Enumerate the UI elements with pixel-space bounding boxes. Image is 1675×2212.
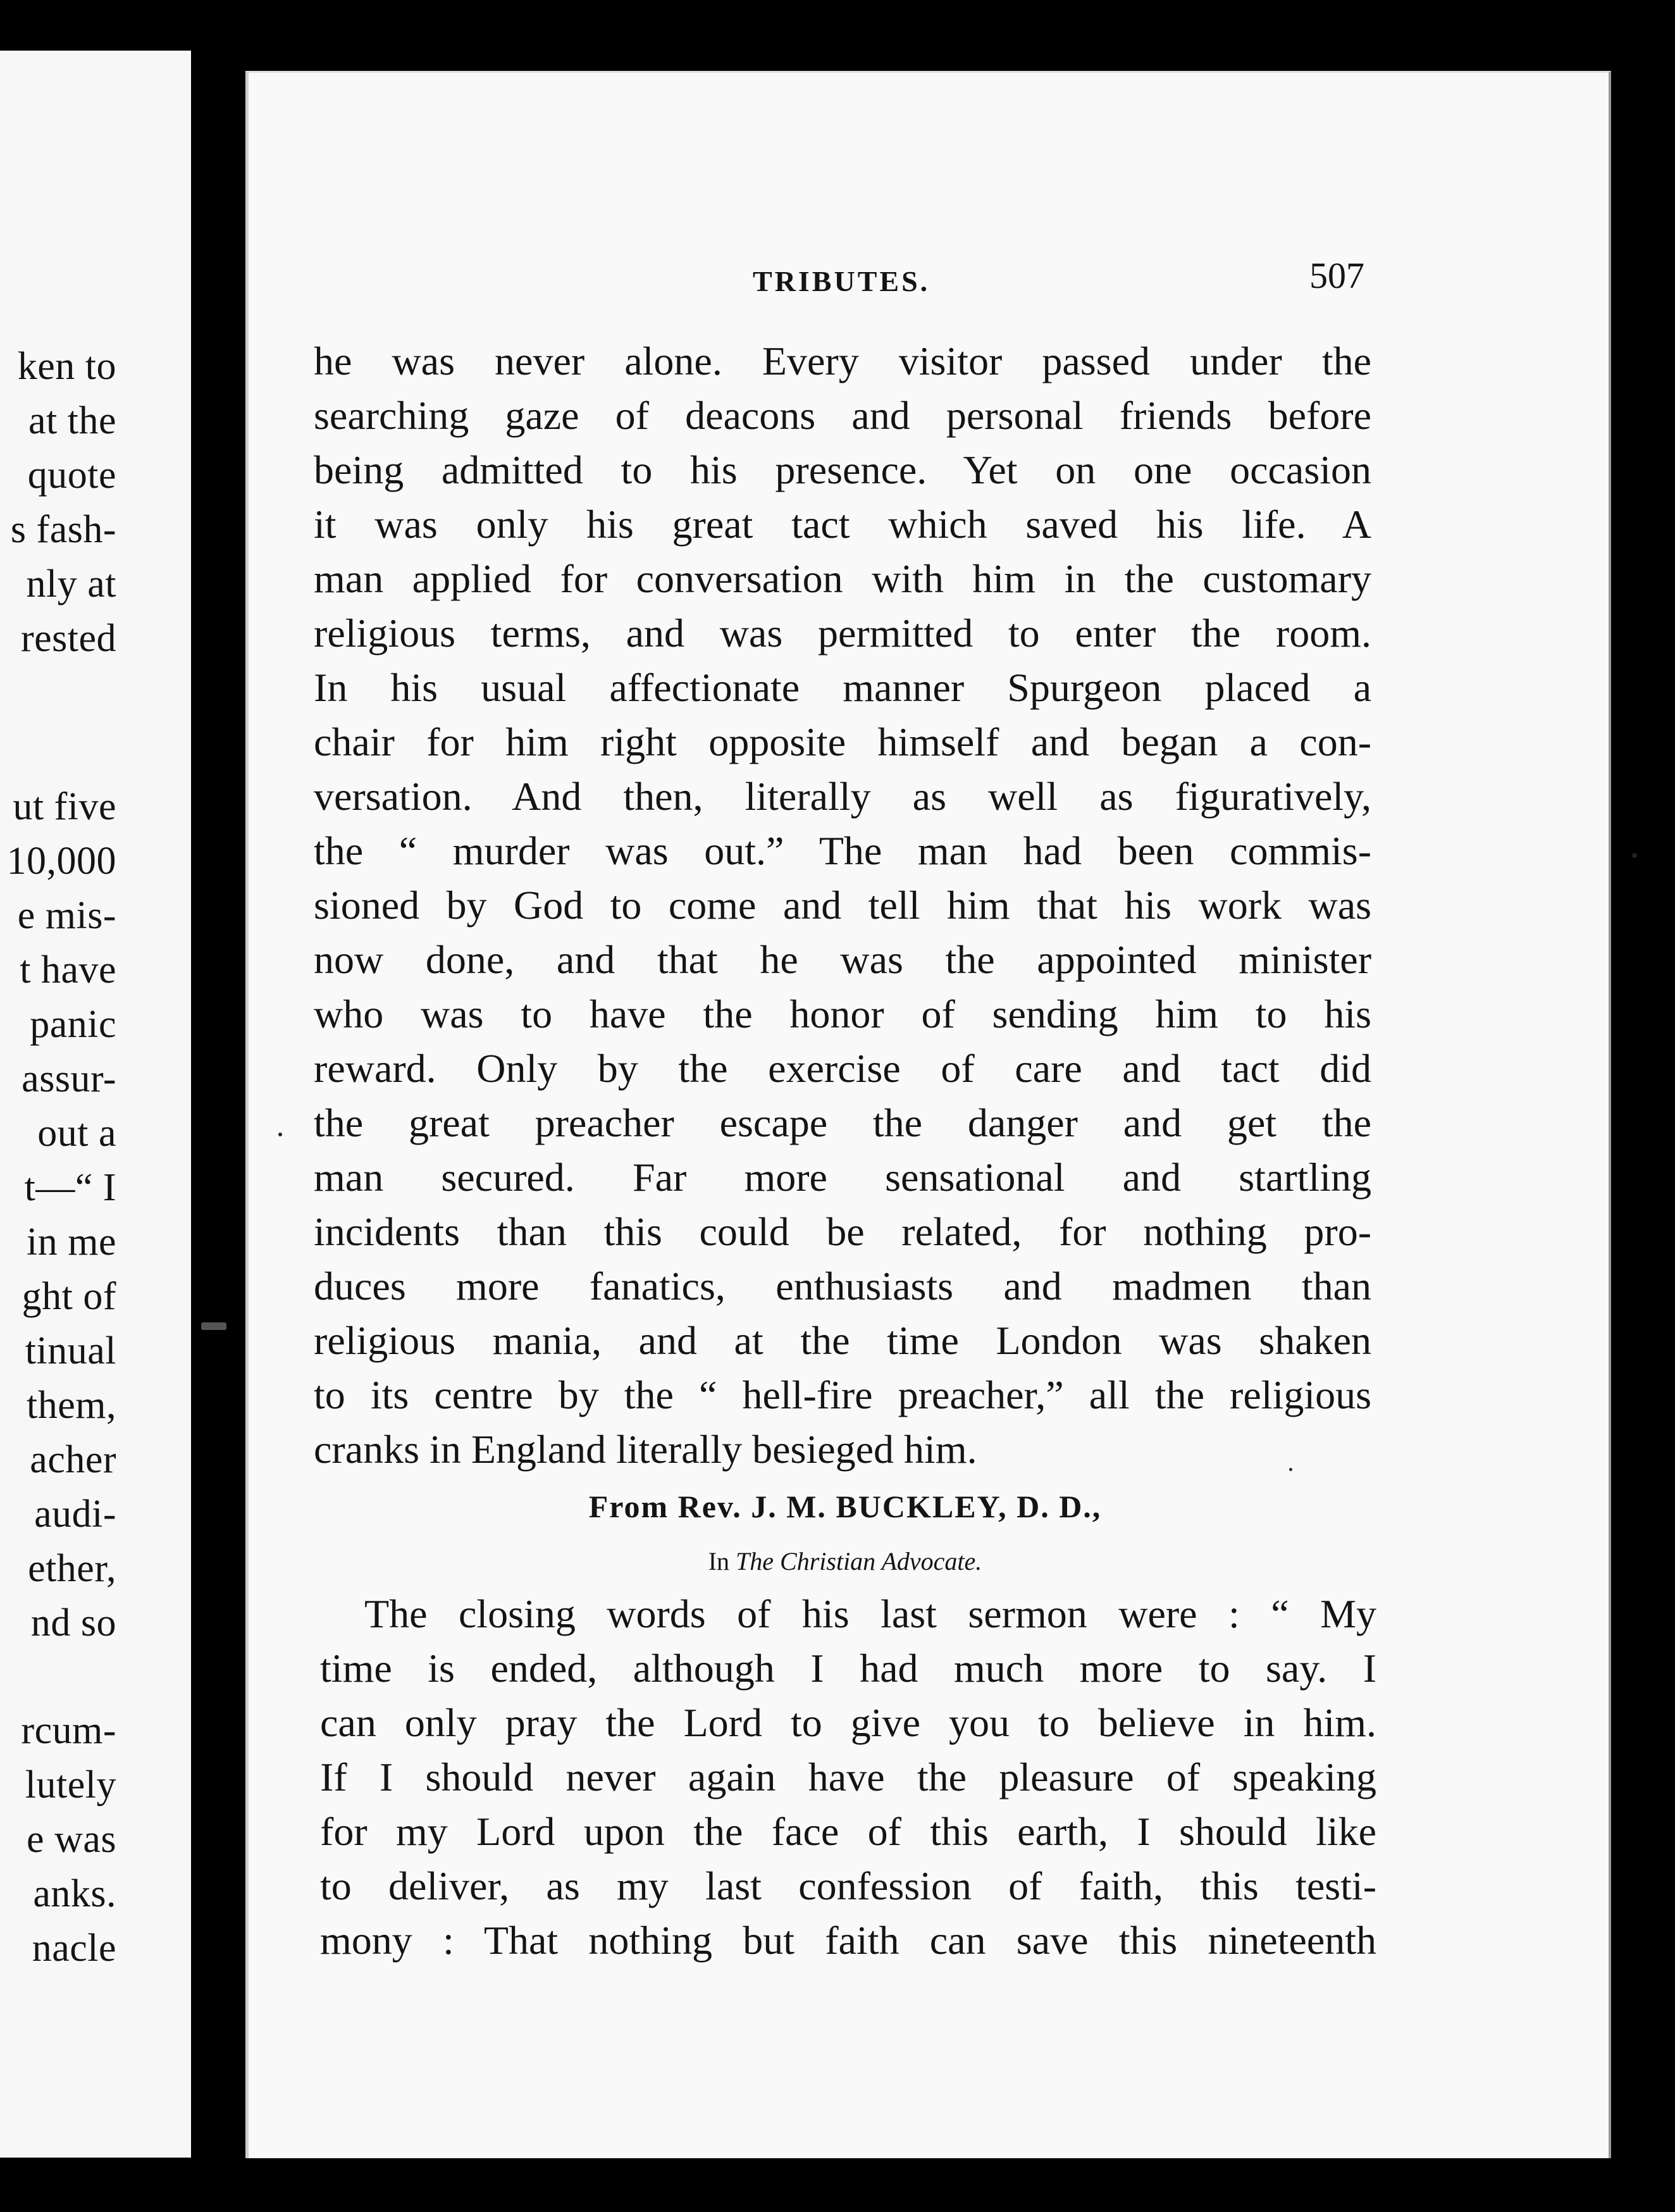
scan-speck — [201, 1322, 226, 1330]
left-page-line: e mis- — [17, 894, 116, 937]
section-source — [314, 1546, 1376, 1576]
left-page-line: ght of — [22, 1275, 116, 1318]
text-line: reward. Only by the exercise of care and tact did — [314, 1046, 1371, 1091]
left-page-line: audi- — [34, 1493, 116, 1536]
text-line: If I should never again have the pleasure of speaking — [320, 1755, 1376, 1799]
text-line: searching gaze of deacons and personal friends before — [314, 393, 1371, 438]
left-page-line: t—“ I — [24, 1166, 116, 1209]
left-page-line: t have — [20, 948, 116, 991]
section-heading: From Rev. J. M. BUCKLEY, D. D., — [588, 1489, 1102, 1524]
text-line: time is ended, although I had much more to say. I — [320, 1646, 1376, 1691]
text-line: it was only his great tact which saved his life. A — [314, 502, 1371, 547]
text-line: cranks in England literally besieged him. — [314, 1427, 977, 1472]
left-page-line: anks. — [33, 1872, 116, 1915]
left-page-line: s fash- — [10, 508, 116, 551]
text-line: the “ murder was out.” The man had been commis- — [314, 828, 1371, 873]
left-page-line: out a — [37, 1112, 116, 1155]
left-page-line: in me — [27, 1221, 116, 1264]
left-page-fragment — [0, 51, 195, 2158]
section-source-prefix: In — [708, 1547, 730, 1575]
left-page-line: at the — [28, 399, 116, 442]
text-line: mony : That nothing but faith can save this nineteenth — [320, 1918, 1376, 1963]
left-page-line: e was — [27, 1818, 116, 1861]
left-page-line: rcum- — [21, 1709, 116, 1752]
scan-speck — [1632, 853, 1637, 858]
text-line: to deliver, as my last confession of faith, this testi- — [320, 1863, 1376, 1908]
left-page-line: rested — [20, 617, 116, 660]
text-line: the great preacher escape the danger and get the — [314, 1100, 1371, 1145]
text-line: who was to have the honor of sending him to his — [314, 991, 1371, 1036]
text-line: for my Lord upon the face of this earth, I should like — [320, 1809, 1376, 1854]
left-page-line: ken to — [17, 345, 116, 388]
left-page-line: nd so — [30, 1601, 116, 1644]
text-line: being admitted to his presence. Yet on one occasion — [314, 447, 1371, 492]
text-line: to its centre by the “ hell-fire preacher,” all the religious — [314, 1372, 1371, 1417]
scan-speck — [278, 1133, 282, 1136]
text-line: now done, and that he was the appointed minister — [314, 937, 1371, 982]
text-line: can only pray the Lord to give you to believe in him. — [320, 1700, 1376, 1745]
left-page-line: ut five — [13, 785, 116, 828]
running-head: TRIBUTES. — [753, 265, 930, 297]
text-line: he was never alone. Every visitor passed under the — [314, 339, 1371, 383]
left-page-line: panic — [30, 1003, 116, 1046]
left-page-line: quote — [27, 454, 116, 497]
left-page-line: them, — [27, 1384, 116, 1427]
left-page-line: lutely — [25, 1763, 116, 1806]
text-line: incidents than this could be related, for nothing pro- — [314, 1209, 1371, 1254]
text-line: In his usual affectionate manner Spurgeon placed a — [314, 665, 1371, 710]
text-line: sioned by God to come and tell him that his work was — [314, 883, 1371, 928]
text-line: religious mania, and at the time London was shaken — [314, 1318, 1371, 1363]
text-line: man applied for conversation with him in the customary — [314, 556, 1371, 601]
scan-speck — [1289, 1468, 1292, 1471]
left-page-line: tinual — [25, 1329, 116, 1372]
left-page-line: assur- — [22, 1057, 116, 1100]
left-page-line: acher — [30, 1438, 116, 1481]
text-line: man secured. Far more sensational and startling — [314, 1155, 1371, 1200]
text-line: The closing words of his last sermon were : “ My — [364, 1591, 1376, 1636]
left-page-line: nly at — [26, 562, 116, 606]
left-page-line: nacle — [32, 1927, 116, 1970]
book-spine-gutter — [191, 51, 245, 2158]
text-line: chair for him right opposite himself and began a con- — [314, 719, 1371, 764]
page-number: 507 — [1309, 255, 1364, 296]
text-line: versation. And then, literally as well as figuratively, — [314, 774, 1371, 819]
text-line: duces more fanatics, enthusiasts and madmen than — [314, 1264, 1371, 1308]
left-page-line: 10,000 — [6, 840, 116, 883]
left-page-line: ether, — [28, 1547, 116, 1590]
section-source-title: The Christian Advocate. — [736, 1547, 982, 1575]
text-line: religious terms, and was permitted to enter the room. — [314, 611, 1371, 656]
